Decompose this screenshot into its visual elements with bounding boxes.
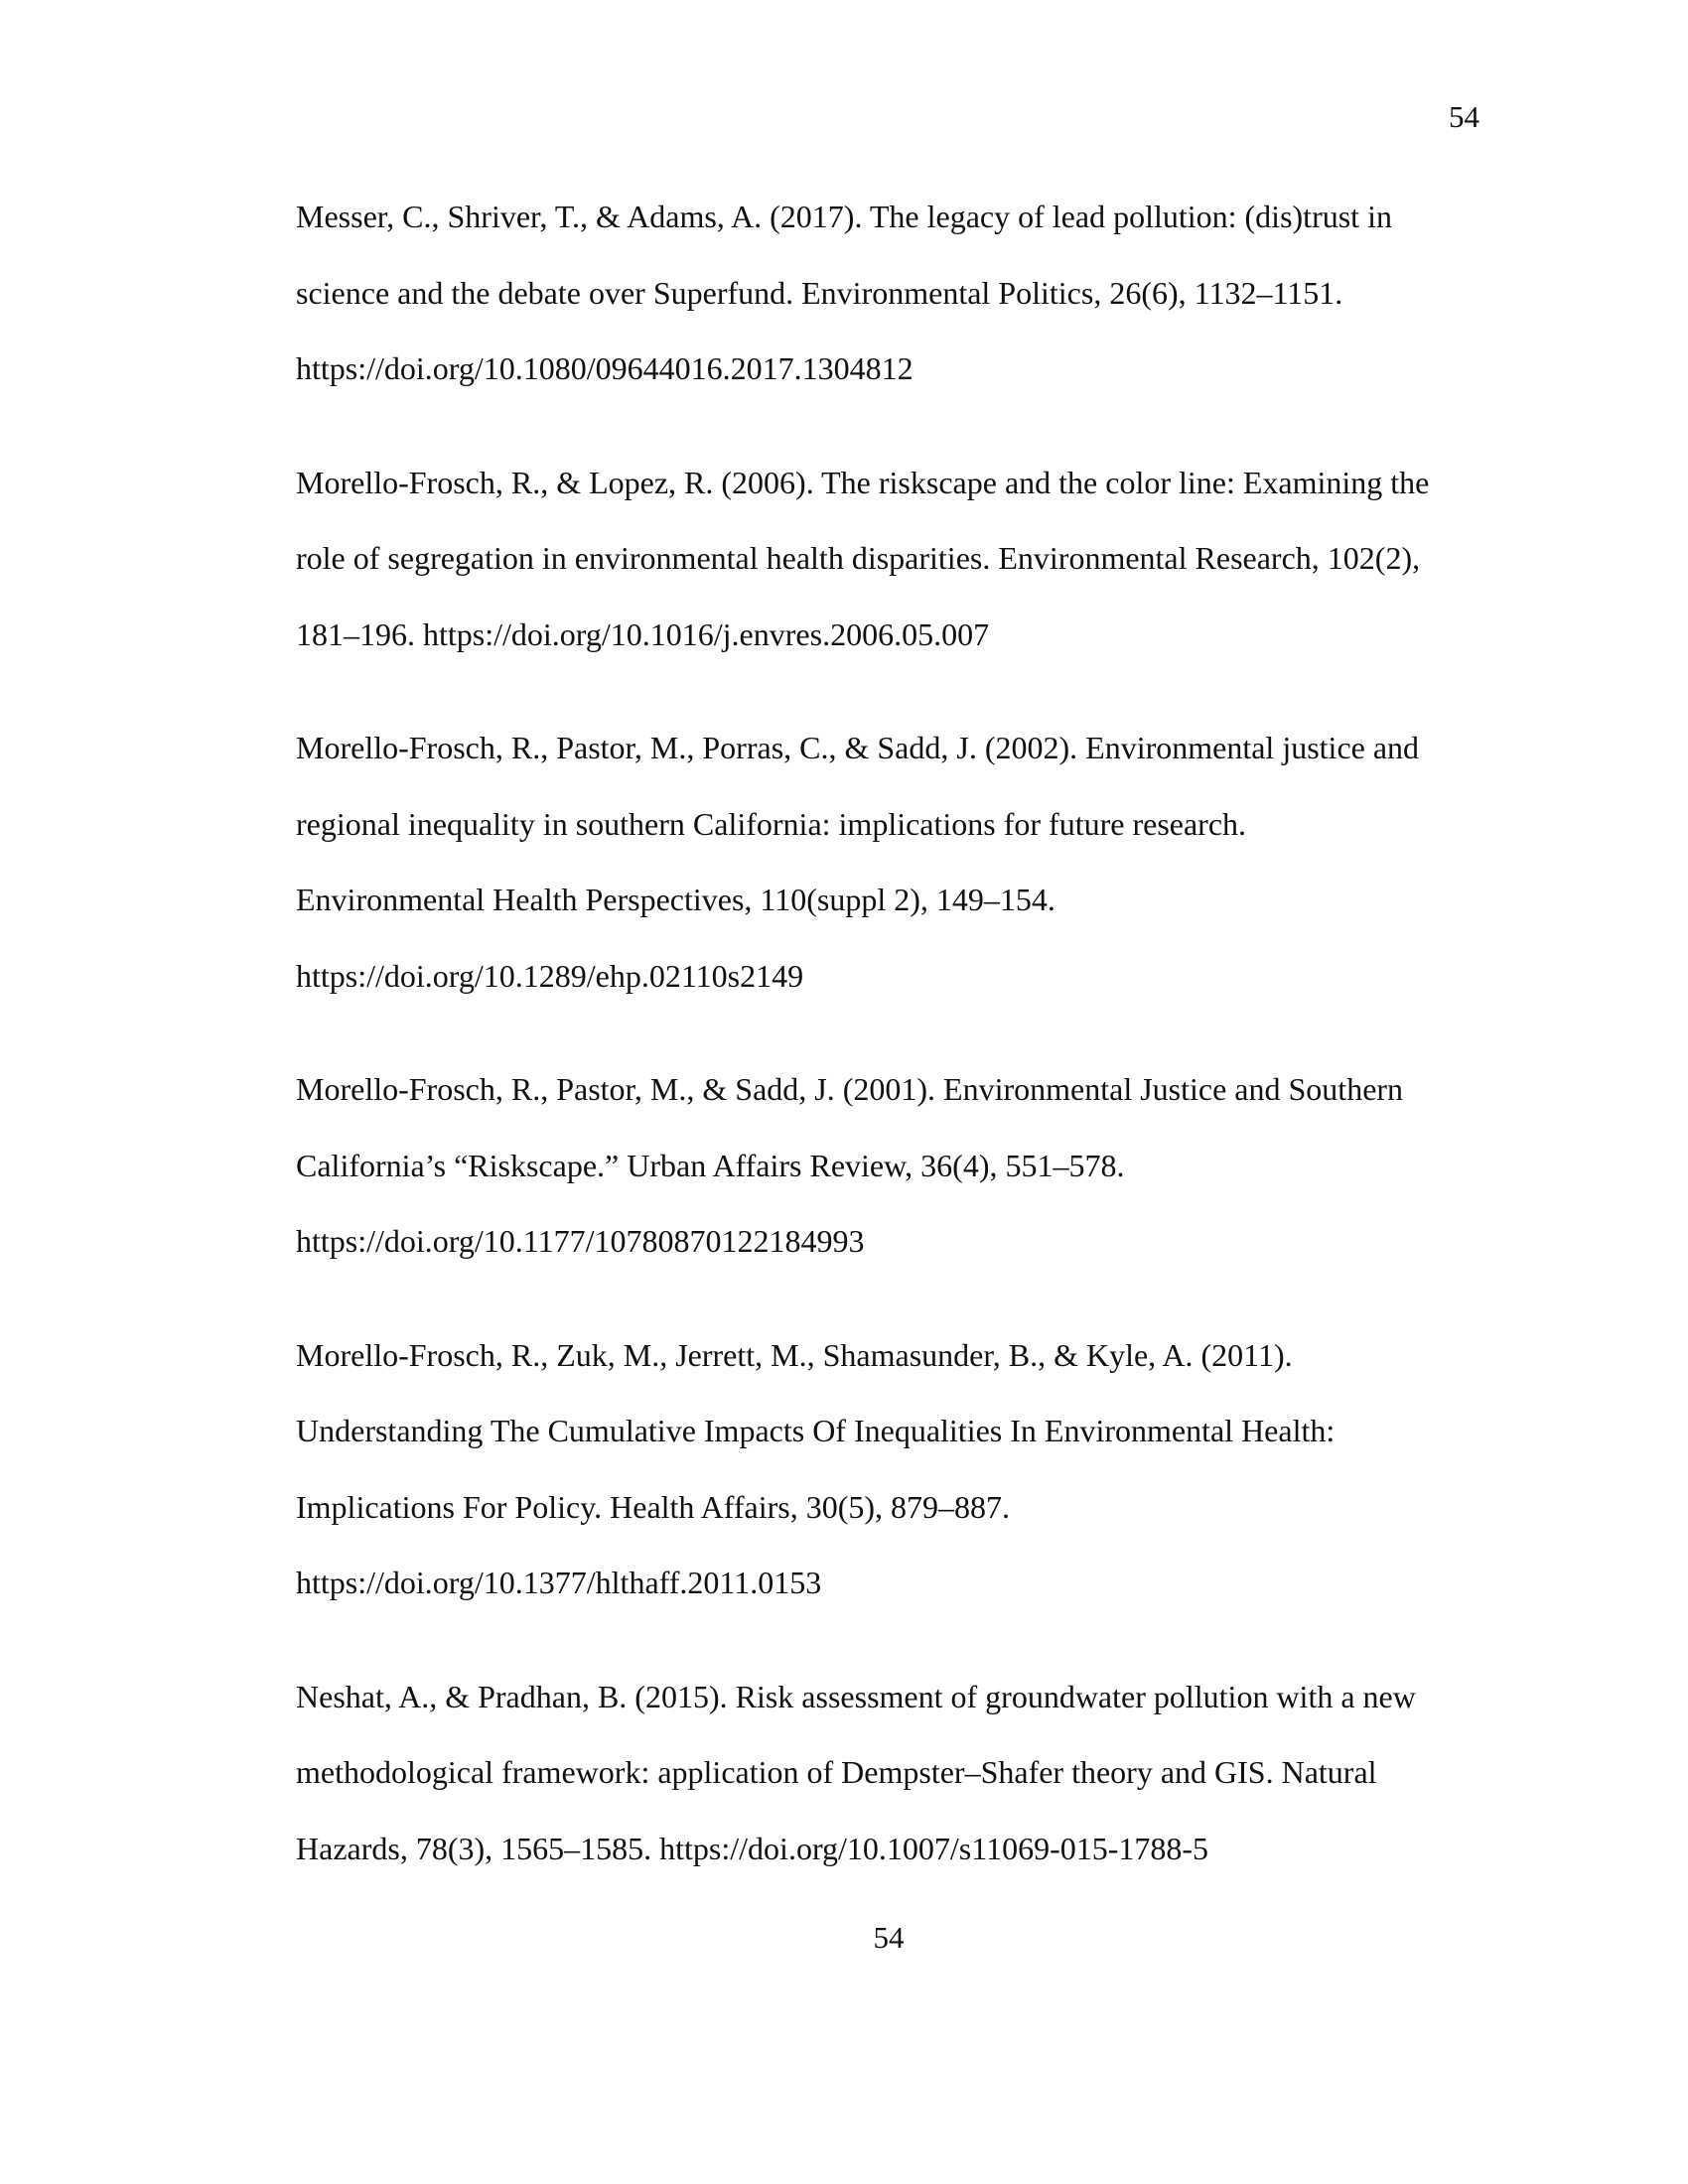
reference-gap bbox=[296, 424, 1489, 462]
reference-list bbox=[296, 196, 1489, 1903]
reference-doi: https://doi.org/10.1177/10780870122184993 bbox=[296, 1223, 865, 1259]
reference-line: Morello-Frosch, R., Pastor, M., Porras, C., & Sadd, J. (2002). Environmental justice and bbox=[296, 730, 1420, 765]
reference-line: methodological framework: application of Dempster–Shafer theory and GIS. Natural bbox=[296, 1754, 1377, 1790]
reference-doi: https://doi.org/10.1377/hlthaff.2011.0153 bbox=[296, 1565, 822, 1600]
reference-line: regional inequality in southern California: implications for future research. bbox=[296, 805, 1247, 842]
reference-doi: 181–196. https://doi.org/10.1016/j.envres.2006.05.007 bbox=[296, 615, 990, 652]
reference-gap bbox=[296, 689, 1489, 727]
page-number-bottom: 54 bbox=[873, 1920, 905, 1955]
reference-line: Messer, C., Shriver, T., & Adams, A. (2017). The legacy of lead pollution: (dis)trust in bbox=[296, 199, 1392, 234]
reference-gap bbox=[296, 1030, 1489, 1068]
reference-line: California’s “Riskscape.” Urban Affairs Review, 36(4), 551–578. bbox=[296, 1147, 1125, 1183]
reference-line: Neshat, A., & Pradhan, B. (2015). Risk assessment of groundwater pollution with a new bbox=[296, 1678, 1416, 1714]
reference-gap bbox=[296, 1638, 1489, 1676]
reference-line: science and the debate over Superfund. Environmental Politics, 26(6), 1132–1151. bbox=[296, 274, 1343, 311]
reference-line: Morello-Frosch, R., & Lopez, R. (2006). The riskscape and the color line: Examining the bbox=[296, 464, 1430, 500]
reference-doi: https://doi.org/10.1289/ehp.02110s2149 bbox=[296, 957, 804, 994]
reference-line: Implications For Policy. Health Affairs, 30(5), 879–887. bbox=[296, 1488, 1011, 1525]
reference-line: role of segregation in environmental health disparities. Environmental Research, 102(2), bbox=[296, 540, 1421, 576]
reference-morello-frosch-2006 bbox=[296, 462, 1489, 690]
reference-morello-frosch-2001 bbox=[296, 1068, 1489, 1297]
reference-morello-frosch-2011 bbox=[296, 1334, 1489, 1638]
page-number-top: 54 bbox=[1449, 99, 1479, 134]
reference-line: Morello-Frosch, R., Pastor, M., & Sadd, J. (2001). Environmental Justice and Southern bbox=[296, 1071, 1404, 1107]
reference-line: Morello-Frosch, R., Zuk, M., Jerrett, M., Shamasunder, B., & Kyle, A. (2011). bbox=[296, 1336, 1293, 1373]
reference-neshat-2015 bbox=[296, 1676, 1489, 1904]
reference-morello-frosch-2002 bbox=[296, 727, 1489, 1030]
reference-gap bbox=[296, 1297, 1489, 1334]
reference-messer-2017 bbox=[296, 196, 1489, 424]
reference-doi: https://doi.org/10.1080/09644016.2017.1304812 bbox=[296, 350, 914, 386]
reference-doi: Hazards, 78(3), 1565–1585. https://doi.org/10.1007/s11069-015-1788-5 bbox=[296, 1830, 1209, 1866]
reference-line: Understanding The Cumulative Impacts Of Inequalities In Environmental Health: bbox=[296, 1413, 1336, 1448]
reference-line: Environmental Health Perspectives, 110(suppl 2), 149–154. bbox=[296, 882, 1055, 917]
